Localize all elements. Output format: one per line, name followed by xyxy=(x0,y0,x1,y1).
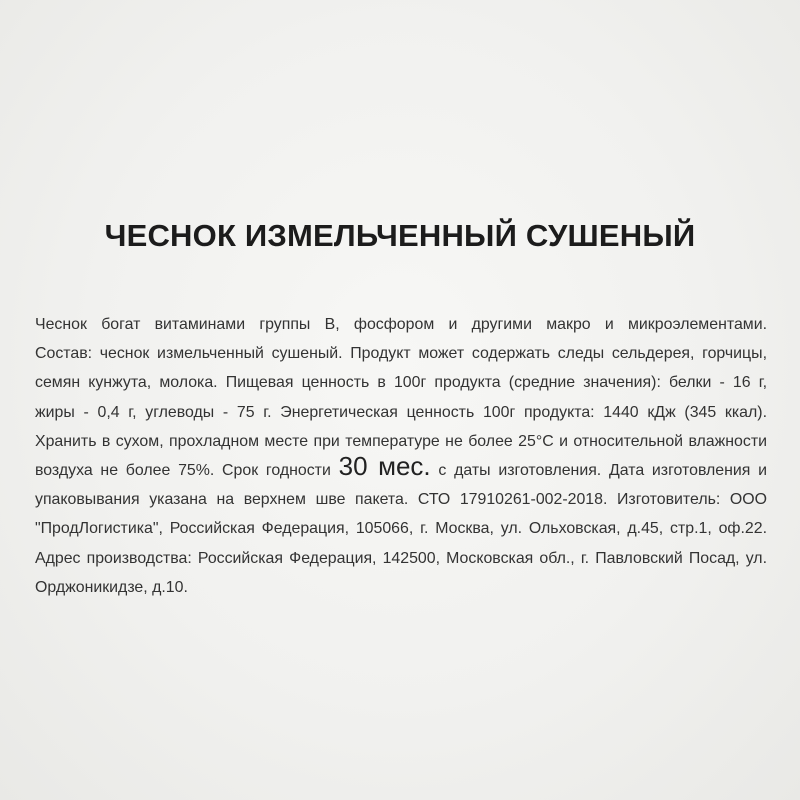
shelf-life-value: 30 мес. xyxy=(338,450,431,481)
label-line-10: Орджоникидзе, д.10. xyxy=(35,578,188,596)
storage-text: воздуха не более 75%. Срок годности xyxy=(35,461,331,479)
label-line-2: Состав: чеснок измельченный сушеный. Продукт может содержать следы сельдерея, горчицы, xyxy=(35,345,767,363)
label-line-7: упаковывания указана на верхнем шве пакета. СТО 17910261-002-2018. Изготовитель: ООО xyxy=(35,491,767,509)
label-line-6 xyxy=(35,450,768,485)
label-line-9: Адрес производства: Российская Федерация, 142500, Московская обл., г. Павловский Посад, ул. xyxy=(35,549,767,567)
label-line-3: семян кунжута, молока. Пищевая ценность в 100г продукта (средние значения): белки - 16 г, xyxy=(35,374,767,392)
label-line-5: Хранить в сухом, прохладном месте при температуре не более 25°С и относительной влажности xyxy=(35,432,767,450)
label-line-1: Чеснок богат витаминами группы В, фосфором и другими макро и микроэлементами. xyxy=(35,316,767,333)
product-title: ЧЕСНОК ИЗМЕЛЬЧЕННЫЙ СУШЕНЫЙ xyxy=(104,218,696,253)
label-line-4: жиры - 0,4 г, углеводы - 75 г. Энергетическая ценность 100г продукта: 1440 кДж (345 ккал). xyxy=(35,403,767,421)
label-text-block xyxy=(35,310,767,602)
label-line-8: "ПродЛогистика", Российская Федерация, 105066, г. Москва, ул. Ольховская, д.45, стр.1, оф.22. xyxy=(35,520,767,538)
manufacture-date-text: с даты изготовления. Дата изготовления и xyxy=(438,461,768,479)
